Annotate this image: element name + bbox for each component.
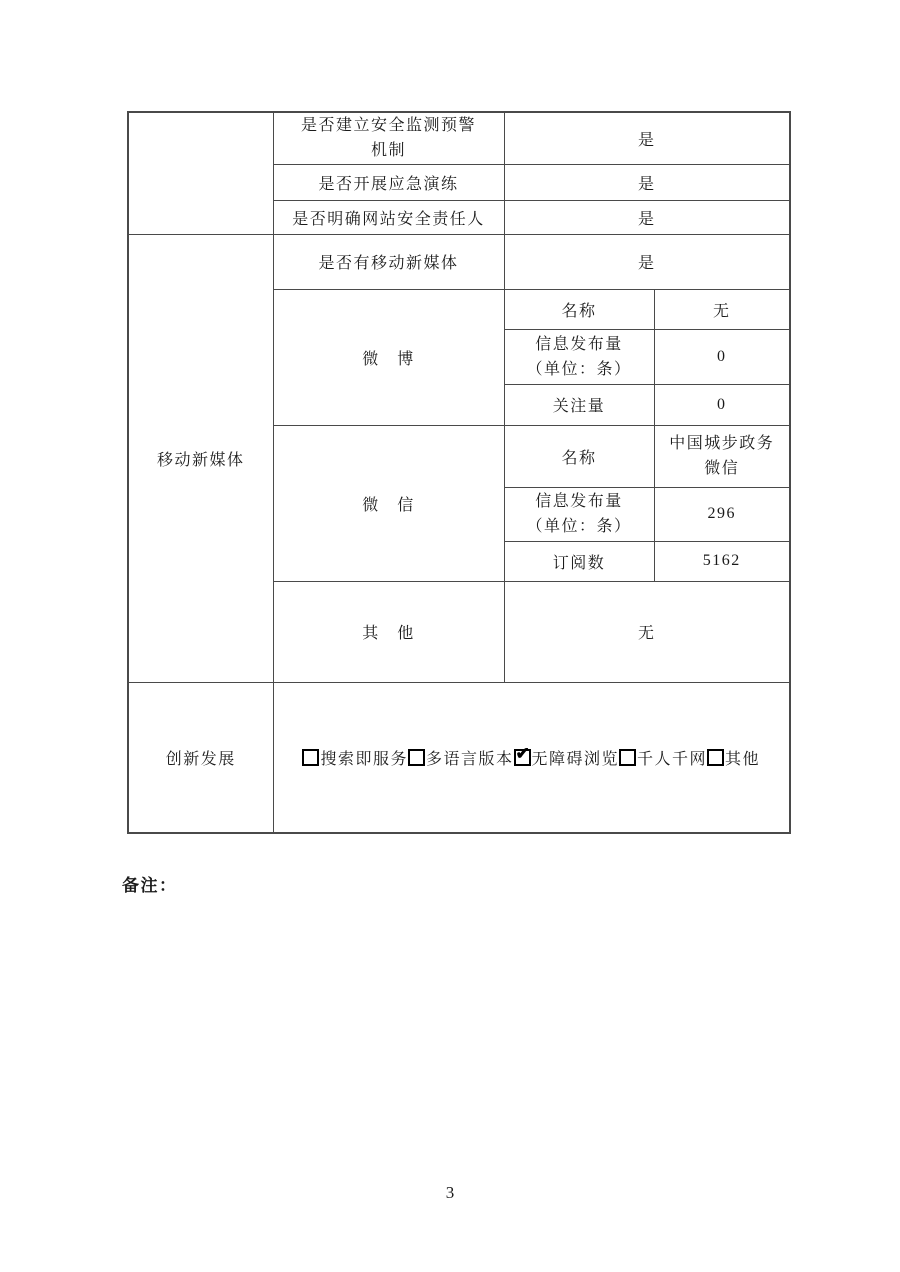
- weibo-followers-label-cell: 关注量: [504, 384, 654, 425]
- wechat-posts-label-line1: 信息发布量: [535, 493, 623, 510]
- wechat-subscribers-label-cell: 订阅数: [504, 541, 654, 581]
- wechat-name-value-line1: 中国城步政务: [669, 435, 775, 452]
- weibo-group-label-cell: 微 博: [273, 289, 504, 425]
- option-label-other: 其他: [725, 750, 761, 768]
- wechat-name-value-line2: 微信: [704, 460, 740, 477]
- weibo-posts-value-cell: 0: [654, 329, 790, 384]
- security-monitor-value-cell: 是: [504, 112, 790, 164]
- table-row: [128, 112, 790, 164]
- wechat-name-label-cell: 名称: [504, 425, 654, 487]
- annual-report-table: [127, 111, 791, 834]
- option-label-personalized: 千人千网: [637, 750, 708, 768]
- security-monitor-label-line1: 是否建立安全监测预警: [300, 117, 476, 135]
- table-row: [128, 234, 790, 289]
- page-number: 3: [445, 1183, 455, 1202]
- security-monitor-label-line2: 机制: [370, 142, 406, 160]
- wechat-posts-value-cell: 296: [654, 487, 790, 541]
- emergency-drill-value-cell: 是: [504, 164, 790, 200]
- weibo-name-label-cell: 名称: [504, 289, 654, 329]
- option-label-accessibility: 无障碍浏览: [531, 750, 620, 768]
- security-officer-label-cell: 是否明确网站安全责任人: [273, 200, 504, 234]
- has-mobile-media-value-cell: 是: [504, 234, 790, 289]
- has-mobile-media-label-cell: 是否有移动新媒体: [273, 234, 504, 289]
- checkbox-icon: [408, 749, 425, 766]
- security-monitor-label-cell: [273, 112, 504, 164]
- checkbox-checked-icon: [514, 749, 531, 766]
- option-label-search-as-service: 搜索即服务: [320, 750, 408, 768]
- checkbox-icon: [302, 749, 319, 766]
- innovation-section-header-cell: 创新发展: [128, 682, 273, 833]
- weibo-name-value-cell: 无: [654, 289, 790, 329]
- wechat-name-value-cell: [654, 425, 790, 487]
- mobile-media-section-header-cell: 移动新媒体: [128, 234, 273, 682]
- emergency-drill-label-cell: 是否开展应急演练: [273, 164, 504, 200]
- wechat-group-label-cell: 微 信: [273, 425, 504, 581]
- table-row: [128, 682, 790, 833]
- weibo-posts-label-line1: 信息发布量: [535, 335, 623, 353]
- option-label-multilingual: 多语言版本: [425, 750, 514, 768]
- security-officer-value-cell: 是: [504, 200, 790, 234]
- checkbox-icon: [707, 749, 724, 766]
- security-section-header-cell: [128, 112, 273, 234]
- weibo-posts-label-cell: [504, 329, 654, 384]
- innovation-options-cell: [273, 682, 790, 833]
- weibo-posts-label-line2: （单位：条）: [526, 360, 632, 378]
- wechat-posts-label-cell: [504, 487, 654, 541]
- other-media-label-cell: 其 他: [273, 581, 504, 682]
- other-media-value-cell: 无: [504, 581, 790, 682]
- weibo-followers-value-cell: 0: [654, 384, 790, 425]
- wechat-posts-label-line2: （单位：条）: [526, 518, 632, 535]
- notes-label: 备注：: [122, 876, 178, 895]
- wechat-subscribers-value-cell: 5162: [654, 541, 790, 581]
- checkbox-icon: [619, 749, 636, 766]
